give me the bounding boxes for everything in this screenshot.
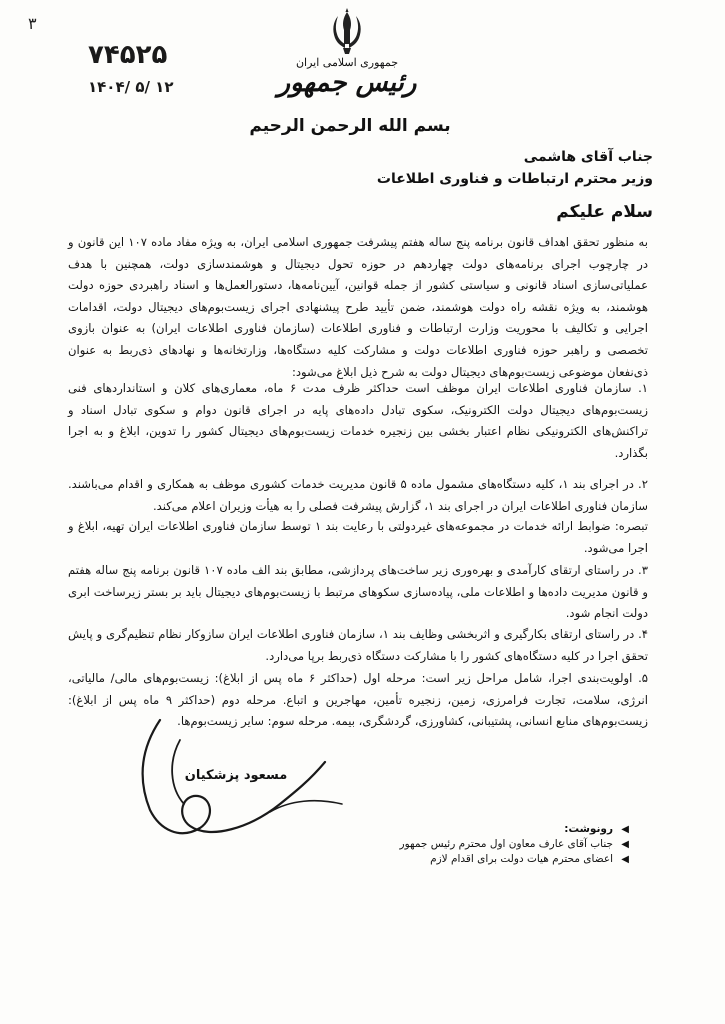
president-title: رئیس جمهور — [277, 68, 417, 98]
triangle-bullet-icon: ◀ — [621, 824, 629, 835]
triangle-bullet-icon: ◀ — [621, 839, 629, 850]
clause-note: تبصره: ضوابط ارائه خدمات در مجموعه‌های غیردولتی با رعایت بند ۱ توسط سازمان فناوری اطلاعات ایران تهیه، ابلاغ و اجرا می‌شود. — [68, 519, 648, 555]
cc-item-text: جناب آقای عارف معاون اول محترم رئیس جمهور — [399, 838, 613, 850]
clause-1: ۱. سازمان فناوری اطلاعات ایران موظف است حداکثر ظرف مدت ۶ ماه، معماری‌های کلان و استانداردهای فنی زیست‌بوم‌های دیجیتال دولت الکترونیک، سکوی تبادل داده‌های پایه در اجرای قانون دوام و سکوی تبادل اسناد و تراکنش‌های الکترونیکی نظام اعتبار بخشی بین زنجیره خدمات زیست‌بوم‌های دیجیتال کشور را تدوین، ابلاغ و به اجرا بگذارد. — [68, 381, 648, 460]
addressee — [253, 146, 653, 190]
corner-mark: ۳ — [28, 14, 37, 33]
iran-emblem-icon — [326, 8, 368, 56]
signatory-name: مسعود پزشکیان — [184, 768, 288, 783]
cc-item — [329, 852, 629, 867]
cc-title: رونوشت: — [564, 823, 613, 835]
carbon-copy-list — [329, 822, 629, 867]
clause-2: ۲. در اجرای بند ۱، کلیه دستگاه‌های مشمول ماده ۵ قانون مدیریت خدمات کشوری موظف به همکاری و اقدام می‌باشند. سازمان فناوری اطلاعات ایران در اجرای بند ۱، گزارش پیشرفت فصلی را به هیأت وزیران اعلام می‌کند. — [68, 477, 648, 513]
greeting: سلام علیکم — [556, 202, 653, 222]
republic-name: جمهوری اسلامی ایران — [295, 56, 399, 69]
addressee-name: جناب آقای هاشمی — [523, 149, 653, 165]
triangle-bullet-icon: ◀ — [621, 854, 629, 865]
intro-paragraph: به منظور تحقق اهداف قانون برنامه پنج ساله هفتم پیشرفت جمهوری اسلامی ایران، به ویژه مفاد ماده ۱۰۷ این قانون و در چارچوب اجرای برنامه‌های دولت چهاردهم در حوزه تحول دیجیتال و هوشمندسازی دولت، همچنین با هدف عملیاتی‌سازی اسناد قانونی و سیاستی کشور از جمله قوانین، آیین‌نامه‌ها، دستورالعمل‌ها و اسناد راهبردی حوزه دولت هوشمند، به ویژه نقشه راه دولت هوشمند، ضمن تأیید طرح پیشنهادی اجرای زیست‌بوم‌های دیجیتال دولت، اقدامات اجرایی و تکالیف با محوریت وزارت ارتباطات و فناوری اطلاعات (سازمان فناوری اطلاعات ایران) به عنوان بازوی تخصصی و راهبر حوزه فناوری اطلاعات دولت و مشارکت کلیه دستگاه‌ها، وزارتخانه‌ها و نهادهای ذی‌ربط به عنوان ذی‌نفعان موضوعی زیست‌بوم‌های دیجیتال دولت به شرح ذیل ابلاغ می‌شود: — [68, 235, 649, 379]
clause-5: ۵. اولویت‌بندی اجرا، شامل مراحل زیر است: مرحله اول (حداکثر ۶ ماه پس از ابلاغ): زیست‌بوم‌های مالی/ مالیاتی، انرژی، سلامت، تجارت فرامرزی، زمین، زنجیره تأمین، مهاجرین و اتباع. مرحله دوم (حداکثر ۹ ماه پس از ابلاغ): زیست‌بوم‌های منابع انسانی، پشتیبانی، کشاورزی، گردشگری، بیمه. مرحله سوم: سایر زیست‌بوم‌ها. — [68, 671, 648, 729]
addressee-title: وزیر محترم ارتباطات و فناوری اطلاعات — [376, 171, 653, 187]
letter-date: ۱۴۰۴/ ۵/ ۱۲ — [88, 78, 174, 96]
clause-4: ۴. در راستای ارتقای بکارگیری و اثربخشی وظایف بند ۱، سازمان فناوری اطلاعات ایران سازوکار نظام تنظیم‌گری و پایش تحقق اجرا در کلیه دستگاه‌های کشور را با مشارکت دستگاه ذی‌ربط برپا می‌دارد. — [68, 627, 648, 663]
letterhead — [262, 56, 432, 99]
cc-item — [329, 837, 629, 852]
letter-number: ۷۴۵۲۵ — [88, 40, 168, 70]
cc-title-row — [329, 822, 629, 837]
basmala: بسم الله الرحمن الرحیم — [249, 116, 451, 136]
letter-reference — [88, 40, 208, 96]
clause-3: ۳. در راستای ارتقای کارآمدی و بهره‌وری زیر ساخت‌های پردازشی، مطابق بند الف ماده ۱۰۷ قانون برنامه پنج ساله هفتم و قانون مدیریت داده‌ها و اطلاعات ملی، پیاده‌سازی سکوهای مرتبط با زیست‌بوم‌های دیجیتال باید بر بستر زیرساخت ابری دولت انجام شود. — [68, 563, 648, 621]
cc-item-text: اعضای محترم هیات دولت برای اقدام لازم — [430, 853, 613, 865]
